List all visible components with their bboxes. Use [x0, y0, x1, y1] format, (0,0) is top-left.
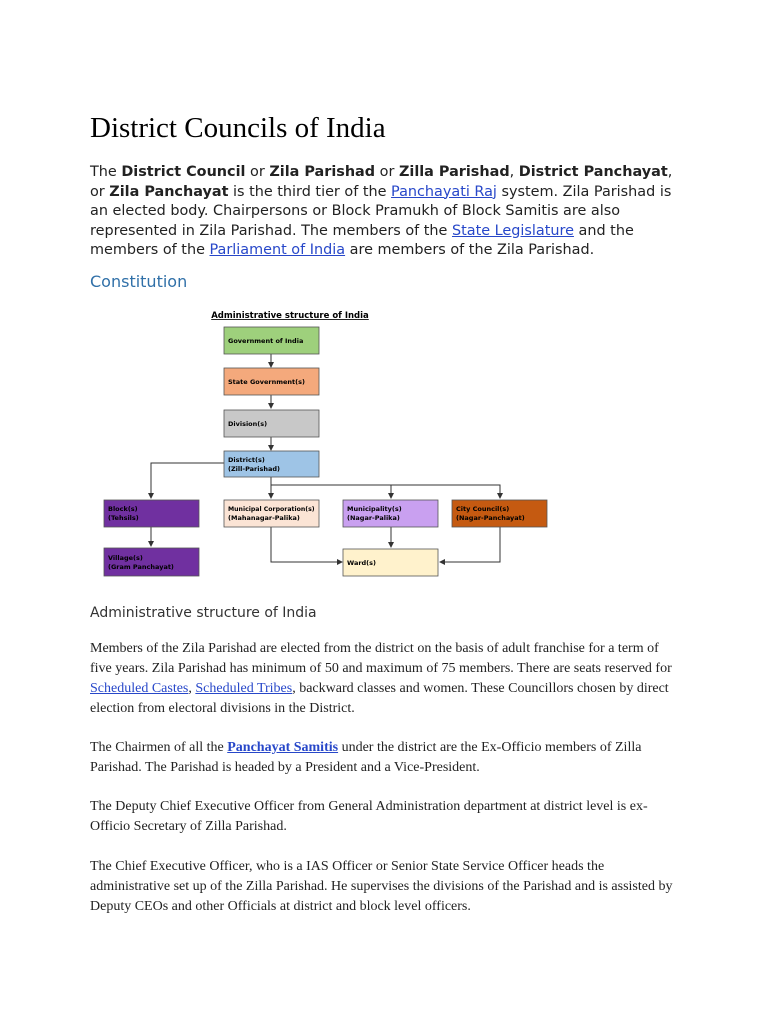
administrative-structure-diagram: [0, 300, 768, 585]
box-municipality: [343, 500, 438, 527]
box-district-sublabel: (Zill-Parishad): [228, 465, 280, 473]
paragraph-text: under the district are the Ex-Officio members of Zilla Parishad. The Parishad is headed by a President and a Vice-President.: [90, 740, 642, 775]
box-district: [224, 451, 319, 477]
chairmen-paragraph: [90, 738, 680, 778]
box-city-council: [452, 500, 547, 527]
diagram-title: Administrative structure of India: [211, 311, 369, 321]
panchayat-samitis-link[interactable]: Panchayat Samitis: [227, 740, 339, 755]
box-city-council-sublabel: (Nagar-Panchayat): [456, 514, 525, 522]
box-ward: [343, 549, 438, 576]
box-municipal-corporation: [224, 500, 319, 527]
section-heading-constitution: Constitution: [90, 272, 188, 291]
intro-text: system. Zila Parishad is an elected body. Chairpersons or Block Pramukh of Block Samitis are also represented in Zila Parishad. The members of the: [90, 183, 672, 239]
box-district-rect: [224, 451, 319, 477]
box-government-label: Government of India: [228, 337, 304, 345]
intro-text: are members of the Zila Parishad.: [345, 242, 595, 258]
box-division: [224, 410, 319, 437]
box-district-label: District(s): [228, 456, 265, 464]
page-title: District Councils of India: [90, 112, 386, 144]
members-paragraph: [90, 639, 680, 719]
intro-text: , or: [90, 164, 673, 200]
box-state-label: State Government(s): [228, 378, 305, 386]
box-block-label: Block(s): [108, 505, 138, 513]
paragraph-text: ,: [188, 681, 196, 696]
state-legislature-link[interactable]: State Legislature: [452, 222, 574, 239]
term-zilla-parishad: Zilla Parishad: [398, 164, 510, 180]
box-division-label: Division(s): [228, 420, 268, 428]
paragraph-text: Members of the Zila Parishad are elected from the district on the basis of adult franchise for a term of five years. Zila Parishad has minimum of 50 and maximum of 75 members. There are seats reserved for: [90, 641, 672, 676]
intro-text: and the members of the: [90, 222, 634, 258]
box-ward-label: Ward(s): [347, 559, 376, 567]
box-municipality-sublabel: (Nagar-Palika): [347, 514, 400, 522]
intro-paragraph: [90, 163, 680, 261]
ceo-paragraph: The Chief Executive Officer, who is a IAS Officer or Senior State Service Officer heads the administrative set up of the Zilla Parishad. He supervises the divisions of the Parishad and is assisted by Deputy CEOs and other Officials at district and block level officers.: [90, 859, 673, 914]
deputy-ceo-paragraph: The Deputy Chief Executive Officer from General Administration department at district level is ex-Officio Secretary of Zilla Parishad.: [90, 799, 648, 834]
term-district-panchayat: District Panchayat: [518, 164, 668, 180]
diagram-caption: Administrative structure of India: [90, 605, 317, 621]
paragraph-text: , backward classes and women. These Councillors chosen by direct election from electoral divisions in the District.: [90, 681, 669, 716]
scheduled-castes-link[interactable]: Scheduled Castes: [90, 681, 189, 696]
box-municipal-corp-sublabel: (Mahanagar-Palika): [228, 514, 300, 522]
box-state-government: [224, 368, 319, 395]
intro-text: ,: [509, 164, 519, 180]
box-government: [224, 327, 319, 354]
box-block-sublabel: (Tehsils): [108, 514, 139, 522]
scheduled-tribes-link[interactable]: Scheduled Tribes: [195, 681, 293, 696]
intro-text: or: [375, 164, 399, 180]
box-village-sublabel: (Gram Panchayat): [108, 563, 174, 571]
box-municipal-corp-label: Municipal Corporation(s): [228, 506, 315, 513]
box-village-rect: [104, 548, 199, 576]
box-village: [104, 548, 199, 576]
box-city-council-label: City Council(s): [456, 505, 510, 513]
diagram-connectors: [151, 354, 500, 562]
box-village-label: Village(s): [108, 554, 143, 562]
intro-text: The: [90, 164, 122, 180]
intro-text: or: [245, 164, 270, 180]
term-district-council: District Council: [121, 164, 246, 180]
box-block: [104, 500, 199, 527]
paragraph-text: The Chairmen of all the: [90, 740, 228, 755]
parliament-of-india-link[interactable]: Parliament of India: [209, 242, 346, 258]
panchayati-raj-link[interactable]: Panchayati Raj: [391, 183, 497, 200]
term-zila-panchayat: Zila Panchayat: [109, 183, 229, 200]
intro-text: is the third tier of the: [228, 183, 392, 200]
term-zila-parishad: Zila Parishad: [269, 164, 376, 180]
box-municipality-label: Municipality(s): [347, 505, 402, 513]
